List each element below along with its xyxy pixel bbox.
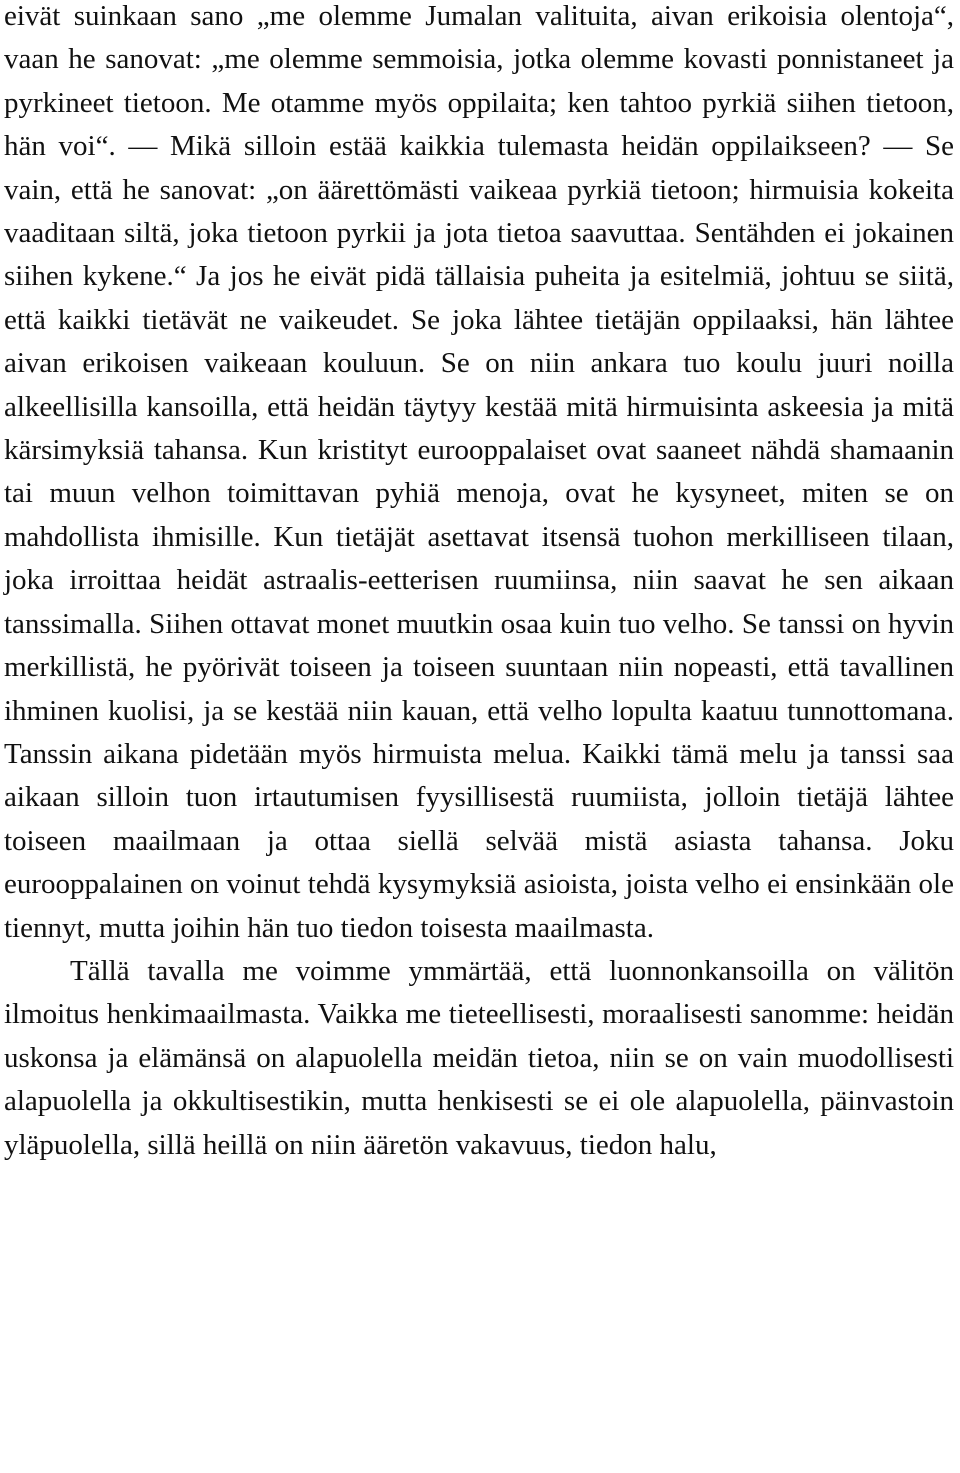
body-paragraph-2: Tällä tavalla me voimme ymmärtää, että luonnonkansoilla on välitön ilmoitus henkimaailmasta. Vaikka me tieteellisesti, moraalisesti sanomme: heidän uskonsa ja elämänsä on alapuolella meidän tietoa, niin se on vain muodollisesti alapuolella ja okkultisestikin, mutta henkisesti se ei ole alapuolella, päinvastoin yläpuolella, sillä heillä on niin ääretön vakavuus, tiedon halu, xyxy=(4,954,954,1161)
document-page xyxy=(4,0,954,1167)
body-paragraph-1: eivät suinkaan sano „me olemme Jumalan valituita, aivan erikoisia olentoja“, vaan he sanovat: „me olemme semmoisia, jotka olemme kovasti ponnistaneet ja pyrkineet tietoon. Me otamme myös oppilaita; ken tahtoo pyrkiä siihen tietoon, hän voi“. — Mikä silloin estää kaikkia tulemasta heidän oppilaikseen? — Se vain, että he sanovat: „on äärettömästi vaikeaa pyrkiä tietoon; hirmuisia kokeita vaaditaan siltä, joka tietoon pyrkii ja jota tietoa saavuttaa. Sentähden ei jokainen siihen kykene.“ Ja jos he eivät pidä tällaisia puheita ja esitelmiä, johtuu se siitä, että kaikki tietävät ne vaikeudet. Se joka lähtee tietäjän oppilaaksi, hän lähtee aivan erikoisen vaikeaan kouluun. Se on niin ankara tuo koulu juuri noilla alkeellisilla kansoilla, että heidän täytyy kestää mitä hirmuisinta askeesia ja mitä kärsimyksiä tahansa. Kun kristityt eurooppalaiset ovat saaneet nähdä shamaanin tai muun velhon toimittavan pyhiä menoja, ovat he kysyneet, miten se on mahdollista ihmisille. Kun tietäjät asettavat itsensä tuohon merkilliseen tilaan, joka irroittaa heidät astraalis-eetterisen ruumiinsa, niin saavat he sen aikaan tanssimalla. Siihen ottavat monet muutkin osaa kuin tuo velho. Se tanssi on hyvin merkillistä, he pyörivät toiseen ja toiseen suuntaan niin nopeasti, että tavallinen ihminen kuolisi, ja se kestää niin kauan, että velho lopulta kaatuu tunnottomana. Tanssin aikana pidetään myös hirmuista melua. Kaikki tämä melu ja tanssi saa aikaan silloin tuon irtautumisen fyysillisestä ruumiista, jolloin tietäjä lähtee toiseen maailmaan ja ottaa siellä selvää mistä asiasta tahansa. Joku eurooppalainen on voinut tehdä kysymyksiä asioista, joista velho ei ensinkään ole tiennyt, mutta joihin hän tuo tiedon toisesta maailmasta. xyxy=(4,0,954,944)
